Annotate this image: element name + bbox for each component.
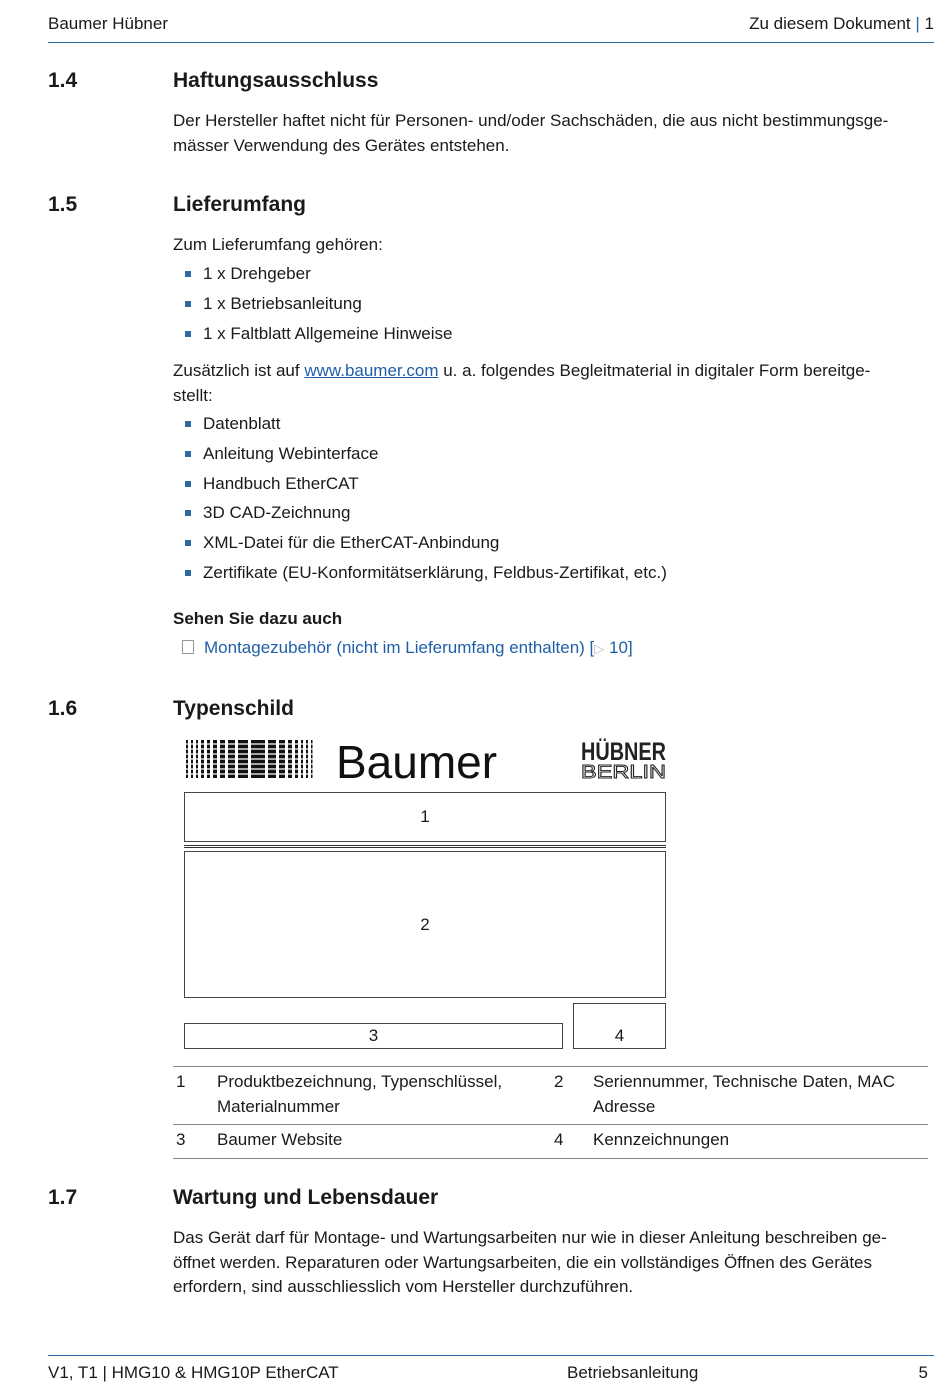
bullet-square-icon: [185, 481, 191, 487]
list-item: [173, 502, 667, 532]
section-number: 1.7: [48, 1186, 78, 1209]
header-company: Baumer Hübner: [48, 14, 169, 33]
disclaimer-paragraph: [173, 109, 928, 158]
section-number: 1.4: [48, 69, 78, 92]
legend-text: Baumer Website: [217, 1130, 343, 1149]
plate-field-2: [184, 851, 666, 998]
page-header: [48, 12, 934, 43]
list-item-text: 1 x Drehgeber: [203, 264, 311, 283]
section-title: Haftungsausschluss: [173, 69, 379, 92]
plate-field-label: 1: [420, 807, 430, 826]
legend-text: [593, 1067, 928, 1125]
legend-number: 1: [176, 1072, 186, 1091]
bullet-square-icon: [185, 540, 191, 546]
document-icon: [182, 640, 194, 654]
digital-material-list: [173, 413, 667, 592]
plate-field-1: [184, 792, 666, 842]
paragraph-line: mässer Verwendung des Gerätes entstehen.: [173, 135, 510, 155]
plate-field-label: 2: [420, 915, 430, 934]
list-item: [173, 293, 452, 323]
list-item: [173, 263, 452, 293]
footer-document-id: V1, T1 | HMG10 & HMG10P EtherCAT: [48, 1363, 339, 1382]
paragraph-line: Der Hersteller haftet nicht für Personen- und/oder Sachschäden, die aus nicht bestimmungsge-: [173, 111, 889, 130]
legend-number: 4: [554, 1130, 564, 1149]
list-item: [173, 473, 667, 503]
see-also-link[interactable]: [182, 638, 633, 658]
see-also-link-text[interactable]: Montagezubehör (nicht im Lieferumfang enthalten) [: [204, 638, 595, 657]
footer-page-number: 5: [918, 1363, 928, 1382]
list-item-text: 1 x Faltblatt Allgemeine Hinweise: [203, 323, 453, 343]
bullet-square-icon: [185, 510, 191, 516]
paragraph-line: öffnet werden. Reparaturen oder Wartungsarbeiten, die ein vollständiges Öffnen des Gerätes: [173, 1252, 873, 1272]
baumer-logo: [184, 736, 688, 788]
list-item: [173, 413, 667, 443]
table-row: [173, 1067, 928, 1125]
baumer-website-link[interactable]: www.baumer.com: [304, 361, 439, 380]
legend-text: Kennzeichnungen: [593, 1130, 730, 1149]
bullet-square-icon: [185, 331, 191, 337]
legend-number: 2: [554, 1072, 564, 1091]
paragraph-text: Zusätzlich ist auf: [173, 361, 305, 380]
bullet-square-icon: [185, 451, 191, 457]
header-chapter-title: Zu diesem Dokument: [749, 14, 911, 33]
legend-text: [217, 1067, 554, 1125]
list-item: [173, 562, 667, 592]
see-also-page[interactable]: 10: [609, 638, 628, 657]
digital-material-paragraph: [173, 359, 928, 408]
delivery-list: [173, 263, 452, 352]
delivery-intro: Zum Lieferumfang gehören:: [173, 235, 383, 254]
paragraph-line: erfordern, sind ausschliesslich vom Hersteller durchzuführen.: [173, 1277, 634, 1296]
plate-divider: [184, 845, 666, 848]
bullet-square-icon: [185, 301, 191, 307]
list-item-text: Anleitung Webinterface: [203, 443, 379, 463]
bullet-square-icon: [185, 421, 191, 427]
list-item-text: Datenblatt: [203, 414, 281, 433]
list-item: [173, 323, 452, 353]
page-footer: [48, 1355, 934, 1386]
legend-number: 3: [176, 1130, 186, 1149]
paragraph-line: stellt:: [173, 385, 213, 405]
section-title: Typenschild: [173, 697, 294, 720]
list-item-text: Zertifikate (EU-Konformitätserklärung, Feldbus-Zertifikat, etc.): [203, 562, 667, 582]
bullet-square-icon: [185, 570, 191, 576]
list-item: [173, 532, 667, 562]
header-separator: |: [915, 14, 920, 33]
berlin-logo-text: BERLIN: [581, 762, 666, 782]
section-title: Lieferumfang: [173, 193, 307, 216]
plate-field-3: [184, 1023, 563, 1049]
plate-field-label: 3: [368, 1026, 379, 1045]
maintenance-paragraph: [173, 1226, 928, 1300]
page-ref-arrow-icon: ▷: [594, 641, 605, 656]
list-item-text: Handbuch EtherCAT: [203, 473, 359, 493]
section-number: 1.6: [48, 697, 78, 720]
footer-document-type: Betriebsanleitung: [567, 1363, 699, 1382]
plate-field-label: 4: [614, 1026, 625, 1045]
legend-line: Adresse: [593, 1096, 656, 1116]
list-item-text: 1 x Betriebsanleitung: [203, 293, 362, 313]
plate-field-4: [573, 1003, 666, 1049]
baumer-logo-dot-pattern: [184, 740, 316, 778]
paragraph-text: u. a. folgendes Begleitmaterial in digitaler Form bereitge-: [438, 361, 871, 380]
list-item-text: XML-Datei für die EtherCAT-Anbindung: [203, 533, 500, 553]
section-number: 1.5: [48, 193, 78, 216]
see-also-heading: Sehen Sie dazu auch: [173, 609, 343, 628]
type-plate-legend: [173, 1066, 928, 1159]
bullet-square-icon: [185, 271, 191, 277]
legend-line: Materialnummer: [217, 1096, 340, 1116]
paragraph-line: [173, 359, 928, 384]
legend-line: Produktbezeichnung, Typenschlüssel,: [217, 1072, 503, 1091]
legend-line: Seriennummer, Technische Daten, MAC: [593, 1072, 896, 1091]
see-also-bracket: ]: [627, 638, 633, 657]
paragraph-line: Das Gerät darf für Montage- und Wartungsarbeiten nur wie in dieser Anleitung beschreiben ge-: [173, 1228, 887, 1247]
list-item: [173, 443, 667, 473]
section-title: Wartung und Lebensdauer: [173, 1186, 439, 1209]
hubner-logo-text: HÜBNER: [581, 738, 688, 766]
header-chapter: [749, 14, 934, 34]
baumer-logo-text: Baumer: [336, 736, 498, 788]
list-item-text: 3D CAD-Zeichnung: [203, 503, 351, 523]
header-chapter-number: 1: [924, 14, 934, 33]
table-row: [173, 1125, 928, 1159]
